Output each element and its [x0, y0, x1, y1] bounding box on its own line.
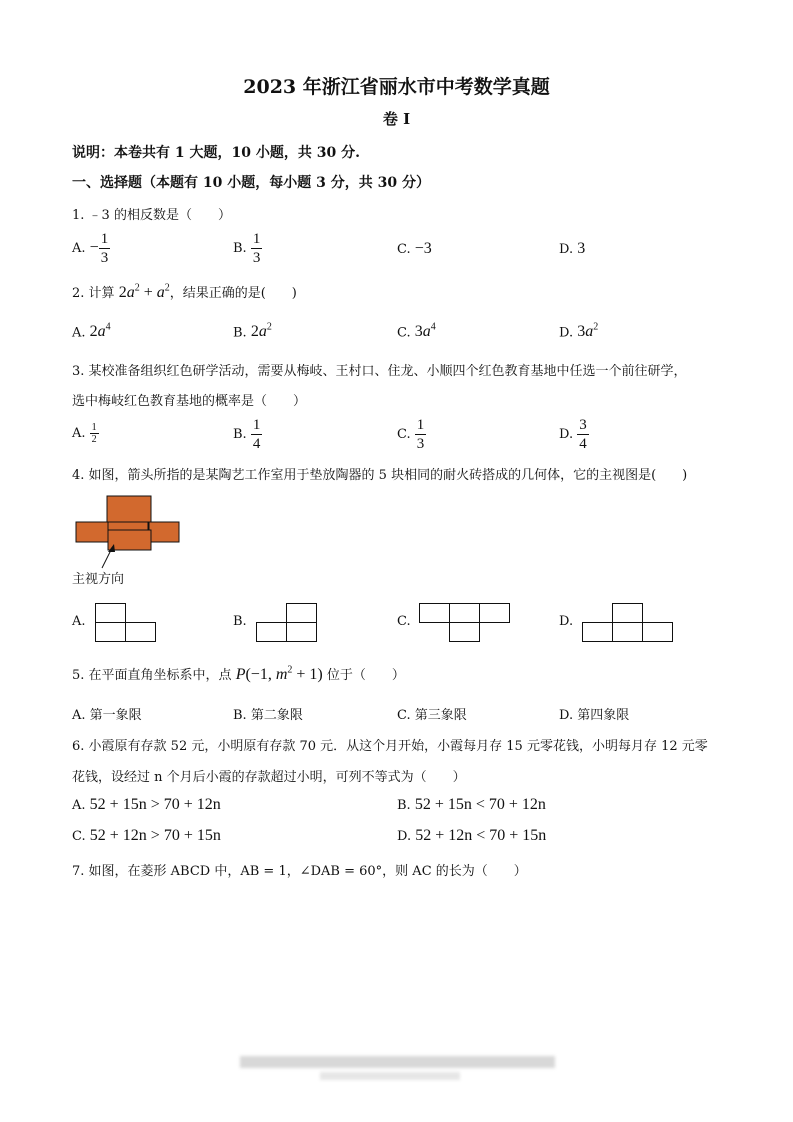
q6-stem-line1: 6. 小霞原有存款 52 元，小明原有存款 70 元．从这个月开始，小霞每月存 15 元零花钱，小明每月存 12 元零 [72, 739, 708, 754]
section-heading: 一、选择题（本题有 10 小题，每小题 3 分，共 30 分） [72, 175, 430, 191]
q4-option-c-view [419, 603, 513, 643]
q2-option-d: D. $3a^2$ [559, 322, 599, 341]
q4-stem: 4. 如图，箭头所指的是某陶艺工作室用于垫放陶器的 5 块相同的耐火砖搭成的几何体，它的主视图是( ) [72, 468, 688, 483]
q6-option-d: D. 52 + 12n < 70 + 15n [397, 827, 547, 844]
q4-option-a-label: A. [72, 614, 86, 629]
brick-right [149, 522, 179, 542]
q5-option-a: A. 第一象限 [72, 708, 142, 723]
brick-stack-figure [72, 490, 184, 574]
paper-note: 说明：本卷共有 1 大题，10 小题，共 30 分. [72, 145, 360, 161]
q1-stem: 1. ﹣3 的相反数是（ ） [72, 208, 231, 223]
brick-left [76, 522, 110, 542]
q1-option-d: D. 3 [559, 240, 586, 257]
q2-option-b: B. $2a^2$ [233, 322, 272, 341]
brick-front [108, 530, 151, 550]
q4-option-b-view [256, 603, 320, 643]
q4-figure-caption: 主视方向 [72, 572, 125, 587]
q3-option-b: B. $\frac{1}{4}$ [233, 417, 261, 452]
q1-option-a: A. − $\frac{1}{3}$ [72, 231, 109, 266]
q5-stem: 5. 在平面直角坐标系中，点 P(−1, $m^2 + 1$) 位于（ ） [72, 664, 405, 683]
q6-option-c: C. 52 + 12n > 70 + 15n [72, 827, 221, 844]
q5-point: P(−1, $m^2 + 1$) [235, 664, 323, 683]
q3-stem-line1: 3. 某校准备组织红色研学活动，需要从梅岐、王村口、住龙、小顺四个红色教育基地中任选一个前往研学， [72, 364, 687, 379]
q4-option-c-label: C. [397, 614, 411, 629]
q2-option-a: A. $2a^4$ [72, 322, 111, 341]
q6-stem-line2: 花钱，设经过 n 个月后小霞的存款超过小明，可列不等式为（ ） [72, 770, 466, 785]
q7-stem: 7. 如图，在菱形 ABCD 中，AB = 1，∠DAB = 60°，则 AC 的长为（ ） [72, 864, 527, 879]
footer-watermark [240, 1056, 555, 1068]
q3-option-d: D. $\frac{3}{4}$ [559, 417, 587, 452]
brick-top [107, 496, 151, 522]
q3-option-a: A. $\frac{1}{2}$ [72, 422, 97, 445]
q3-stem-line2: 选中梅岐红色教育基地的概率是（ ） [72, 394, 307, 409]
q3-option-c: C. $\frac{1}{3}$ [397, 417, 425, 452]
footer-watermark-sub [320, 1072, 460, 1080]
q4-option-a-view [95, 603, 159, 643]
brick-middle-back [108, 522, 148, 530]
q2-stem: 2. 计算 $2a^2 + a^2$，结果正确的是( ) [72, 282, 297, 301]
q6-option-a: A. 52 + 15n > 70 + 12n [72, 796, 221, 813]
q2-expression: $2a^2 + a^2$ [118, 282, 170, 301]
q4-option-d-label: D. [559, 614, 574, 629]
q4-option-b-label: B. [233, 614, 247, 629]
q4-option-d-view [582, 603, 676, 643]
q5-option-c: C. 第三象限 [397, 708, 467, 723]
paper-subtitle: 卷 I [382, 110, 411, 128]
q5-option-b: B. 第二象限 [233, 708, 303, 723]
q1-option-c: C. −3 [397, 240, 432, 257]
q5-option-d: D. 第四象限 [559, 708, 630, 723]
q2-option-c: C. $3a^4$ [397, 322, 436, 341]
q1-option-b: B. $\frac{1}{3}$ [233, 231, 261, 266]
q6-option-b: B. 52 + 15n < 70 + 12n [397, 796, 546, 813]
page-title: 2023 年浙江省丽水市中考数学真题 [243, 76, 550, 98]
